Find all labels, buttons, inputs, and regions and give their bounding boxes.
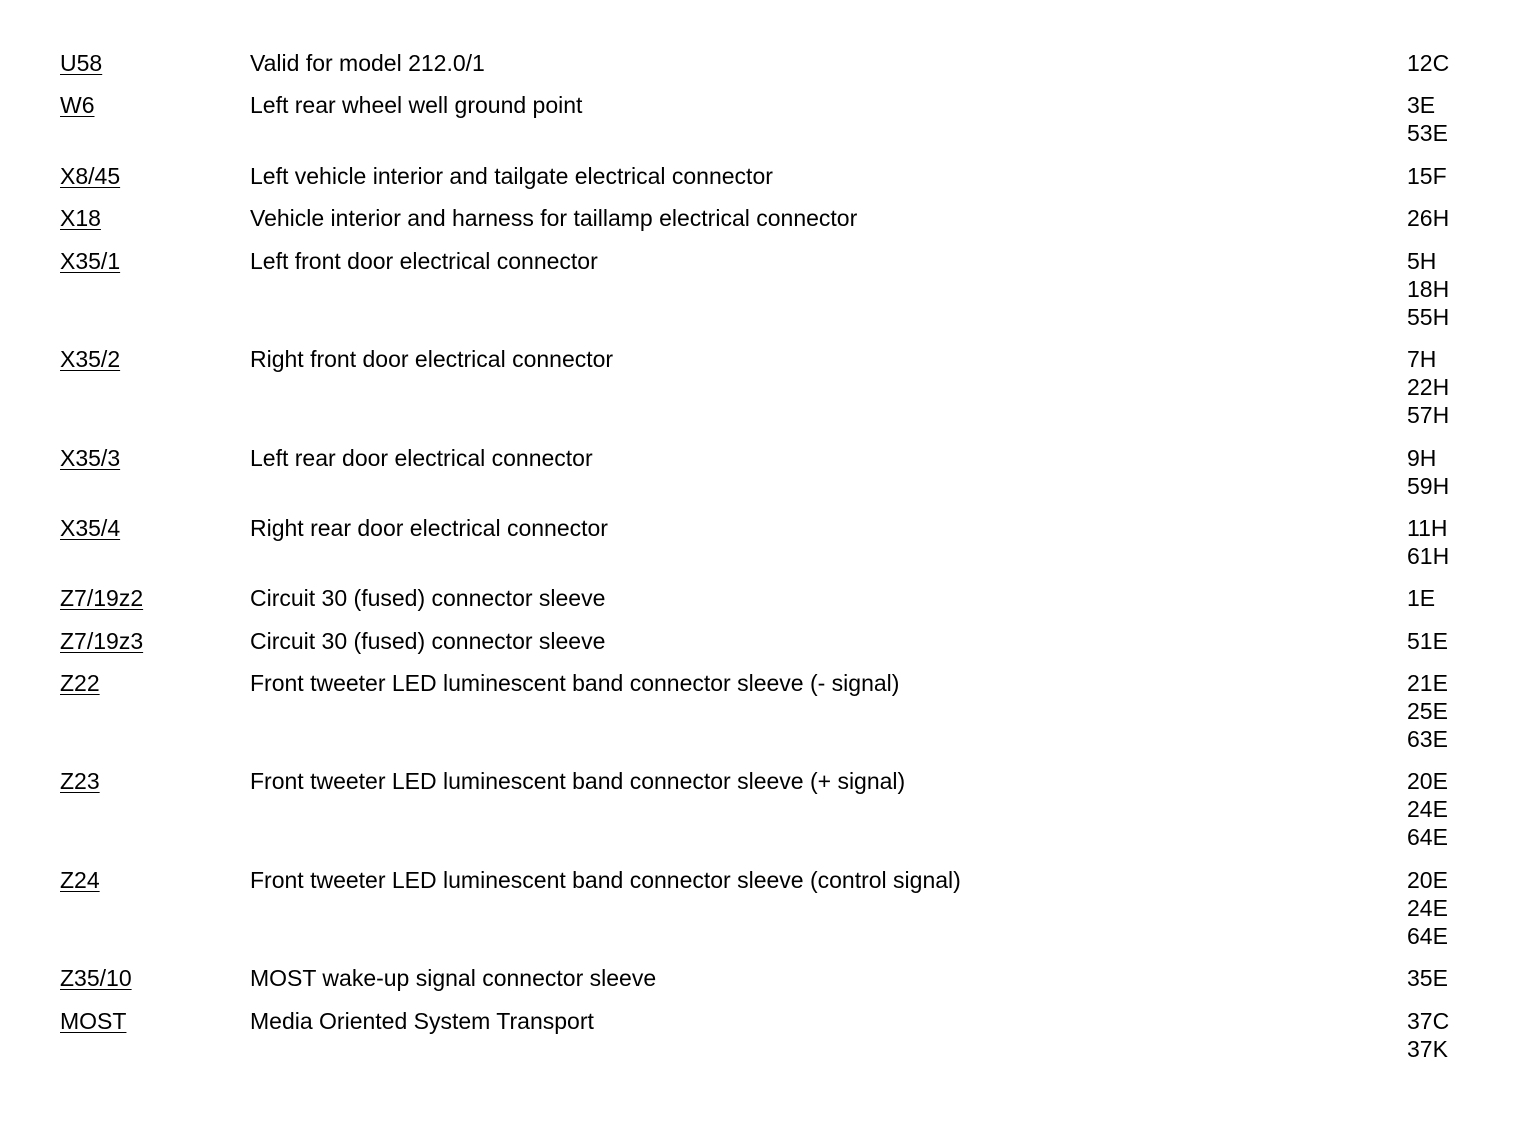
component-description: Vehicle interior and harness for taillamp electrical connector [250, 205, 858, 231]
component-code-link[interactable]: W6 [60, 92, 95, 118]
component-code-link[interactable]: MOST [60, 1008, 127, 1034]
component-description: Left vehicle interior and tailgate electrical connector [250, 163, 773, 189]
component-description: Circuit 30 (fused) connector sleeve [250, 628, 606, 654]
component-code-link[interactable]: U58 [60, 50, 103, 76]
grid-reference: 20E [1407, 867, 1448, 893]
component-description: Front tweeter LED luminescent band connector sleeve (+ signal) [250, 768, 906, 794]
grid-references [1407, 162, 1447, 190]
component-code-link[interactable]: X35/2 [60, 346, 121, 372]
grid-reference: 18H [1407, 276, 1450, 302]
component-description: Media Oriented System Transport [250, 1008, 594, 1034]
component-code-link[interactable]: X18 [60, 205, 101, 231]
grid-reference: 1E [1407, 585, 1436, 611]
component-description: Circuit 30 (fused) connector sleeve [250, 585, 606, 611]
grid-reference: 11H [1407, 515, 1448, 541]
grid-references [1407, 1007, 1449, 1063]
grid-reference: 24E [1407, 796, 1448, 822]
grid-references [1407, 345, 1449, 429]
grid-reference: 25E [1407, 698, 1448, 724]
grid-references [1407, 91, 1448, 147]
grid-reference: 37C [1407, 1008, 1450, 1034]
grid-reference: 26H [1407, 205, 1450, 231]
component-code-link[interactable]: X35/3 [60, 445, 121, 471]
component-code-link[interactable]: X8/45 [60, 163, 121, 189]
component-description: Left rear wheel well ground point [250, 92, 583, 118]
grid-references [1407, 964, 1448, 992]
component-code-link[interactable]: Z7/19z2 [60, 585, 144, 611]
component-description: Valid for model 212.0/1 [250, 50, 485, 76]
component-code-link[interactable]: Z22 [60, 670, 100, 696]
grid-reference: 63E [1407, 726, 1448, 752]
grid-references [1407, 669, 1448, 753]
component-code-link[interactable]: X35/1 [60, 248, 121, 274]
component-description: Left front door electrical connector [250, 248, 598, 274]
grid-reference: 61H [1407, 543, 1450, 569]
grid-references [1407, 767, 1448, 851]
grid-reference: 3E [1407, 92, 1436, 118]
grid-references [1407, 866, 1448, 950]
grid-reference: 5H [1407, 248, 1437, 274]
grid-reference: 51E [1407, 628, 1448, 654]
grid-reference: 64E [1407, 824, 1448, 850]
grid-reference: 15F [1407, 163, 1447, 189]
grid-reference: 20E [1407, 768, 1448, 794]
grid-reference: 7H [1407, 346, 1437, 372]
grid-reference: 57H [1407, 402, 1450, 428]
component-description: Right rear door electrical connector [250, 515, 608, 541]
grid-references [1407, 514, 1449, 570]
grid-reference: 64E [1407, 923, 1448, 949]
grid-reference: 22H [1407, 374, 1450, 400]
grid-references [1407, 49, 1449, 77]
grid-reference: 24E [1407, 895, 1448, 921]
grid-reference: 37K [1407, 1036, 1448, 1062]
grid-references [1407, 584, 1435, 612]
component-description: Front tweeter LED luminescent band connector sleeve (- signal) [250, 670, 900, 696]
component-code-link[interactable]: X35/4 [60, 515, 121, 541]
grid-references [1407, 444, 1449, 500]
grid-reference: 35E [1407, 965, 1448, 991]
grid-references [1407, 247, 1449, 331]
component-code-link[interactable]: Z35/10 [60, 965, 132, 991]
component-code-link[interactable]: Z23 [60, 768, 100, 794]
grid-references [1407, 204, 1449, 232]
component-description: Front tweeter LED luminescent band connector sleeve (control signal) [250, 867, 961, 893]
grid-references [1407, 627, 1448, 655]
component-code-link[interactable]: Z24 [60, 867, 100, 893]
component-description: Left rear door electrical connector [250, 445, 593, 471]
grid-reference: 21E [1407, 670, 1448, 696]
component-description: MOST wake-up signal connector sleeve [250, 965, 657, 991]
grid-reference: 12C [1407, 50, 1450, 76]
component-code-link[interactable]: Z7/19z3 [60, 628, 144, 654]
grid-reference: 55H [1407, 304, 1450, 330]
grid-reference: 53E [1407, 120, 1448, 146]
grid-reference: 59H [1407, 473, 1450, 499]
grid-reference: 9H [1407, 445, 1437, 471]
component-description: Right front door electrical connector [250, 346, 614, 372]
